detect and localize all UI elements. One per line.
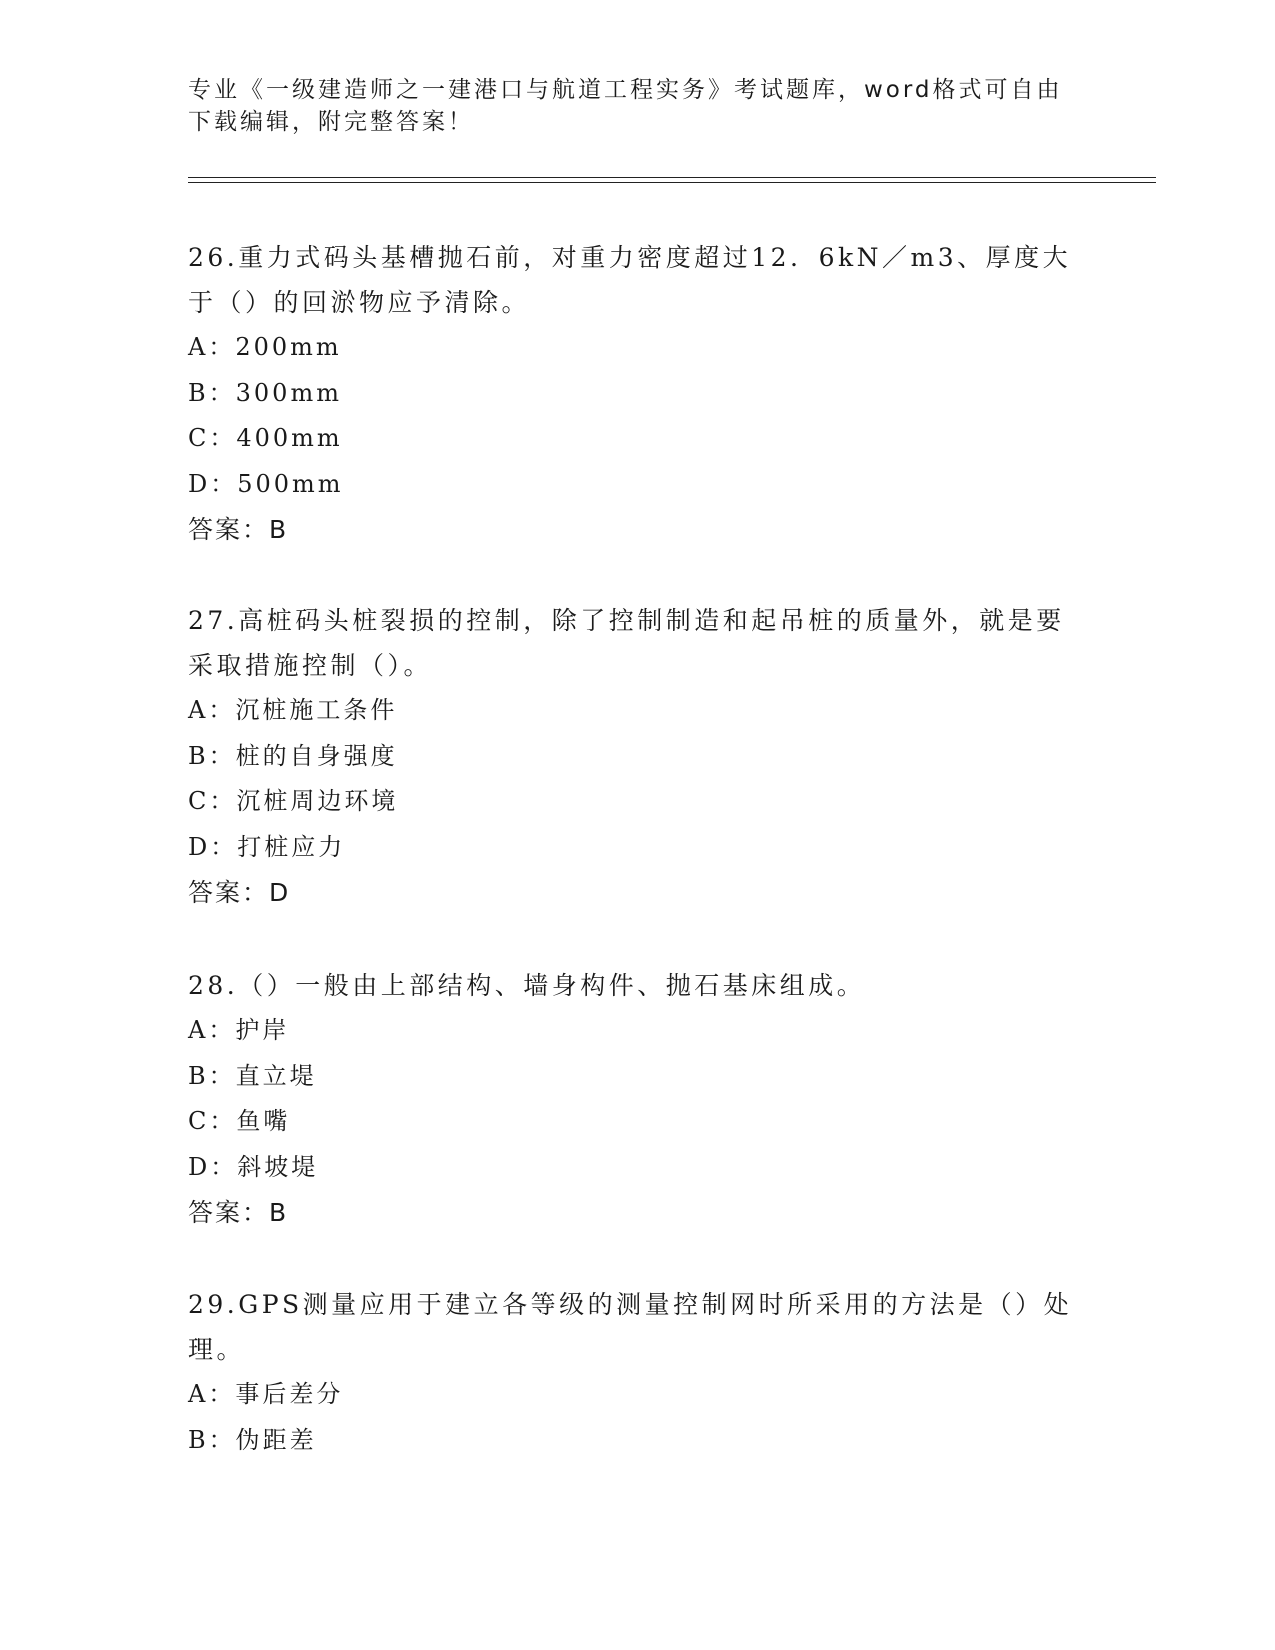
option-a: A：事后差分 — [188, 1380, 344, 1408]
option-a: A：200mm — [188, 333, 342, 361]
answer: 答案：D — [188, 878, 291, 907]
option-d: D：打桩应力 — [188, 832, 346, 861]
header-divider-bottom — [188, 182, 1156, 183]
option-d: D：斜坡堤 — [188, 1152, 319, 1181]
option-c: C：沉桩周边环境 — [188, 787, 399, 815]
option-b: B：300mm — [188, 378, 342, 407]
answer: 答案：B — [188, 515, 289, 544]
header-divider-top — [188, 177, 1156, 178]
question-stem: 27.高桩码头桩裂损的控制，除了控制制造和起吊桩的质量外，就是要采取措施控制（）。 — [188, 606, 1065, 680]
option-c: C：鱼嘴 — [188, 1107, 291, 1135]
question-stem: 26.重力式码头基槽抛石前，对重力密度超过12．6kN／m3、厚度大于（）的回淤物应予清除。 — [188, 243, 1072, 317]
answer: 答案：B — [188, 1198, 289, 1227]
option-b: B：伪距差 — [188, 1425, 317, 1454]
question-stem: 28.（）一般由上部结构、墙身构件、抛石基床组成。 — [188, 971, 866, 1000]
question-26 — [188, 235, 1088, 553]
question-27 — [188, 598, 1088, 916]
document-header: 专业《一级建造师之一建港口与航道工程实务》考试题库，word格式可自由下载编辑，附完整答案！ — [188, 77, 1063, 135]
question-29 — [188, 1282, 1088, 1463]
option-b: B：桩的自身强度 — [188, 741, 398, 770]
option-a: A：沉桩施工条件 — [188, 696, 398, 724]
option-c: C：400mm — [188, 424, 343, 452]
question-stem: 29.GPS测量应用于建立各等级的测量控制网时所采用的方法是（）处理。 — [188, 1290, 1073, 1364]
question-28 — [188, 963, 1088, 1236]
option-d: D：500mm — [188, 469, 344, 498]
option-a: A：护岸 — [188, 1016, 290, 1044]
option-b: B：直立堤 — [188, 1061, 317, 1090]
